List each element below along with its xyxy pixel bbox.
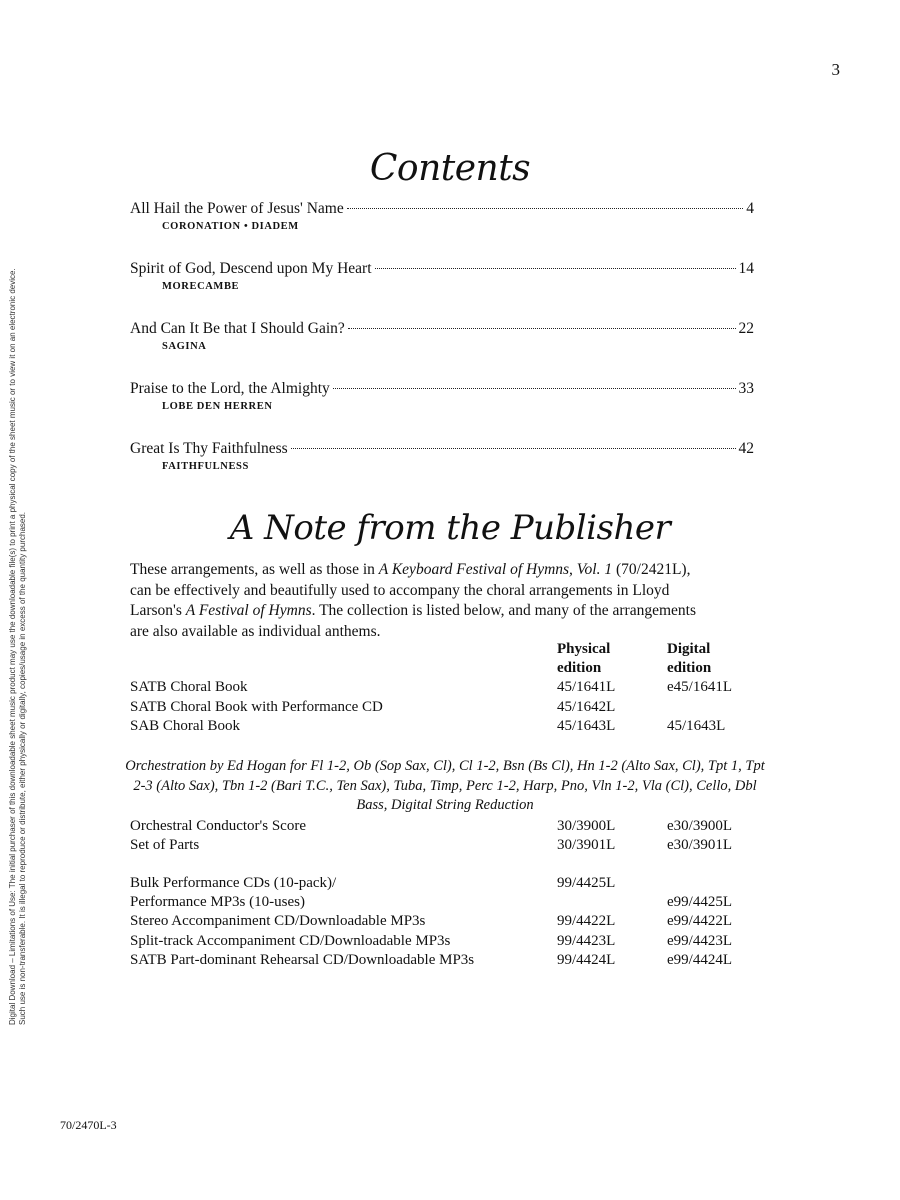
catalog-item: SATB Choral Book bbox=[130, 679, 248, 696]
catalog-item: SAB Choral Book bbox=[130, 717, 241, 734]
table-of-contents bbox=[130, 198, 754, 498]
catalog-orchestral-table bbox=[130, 817, 770, 855]
toc-leader-dots bbox=[333, 388, 736, 389]
toc-leader-dots bbox=[291, 448, 736, 449]
toc-tune-name: SAGINA bbox=[162, 341, 207, 352]
catalog-row bbox=[130, 932, 770, 951]
note-line-1: These arrangements, as well as those in A Keyboard Festival of Hymns, Vol. 1 (70/2421L), bbox=[130, 561, 691, 578]
catalog-row bbox=[130, 717, 770, 736]
column-header-row bbox=[130, 640, 770, 659]
physical-code: 99/4424L bbox=[557, 951, 616, 968]
catalog-row bbox=[130, 951, 770, 970]
toc-leader-dots bbox=[348, 328, 736, 329]
physical-edition-header: Physical bbox=[557, 641, 611, 657]
catalog-row bbox=[130, 874, 770, 893]
page-number: 3 bbox=[831, 60, 840, 79]
catalog-item: Split-track Accompaniment CD/Downloadable MP3s bbox=[130, 932, 451, 949]
catalog-row bbox=[130, 678, 770, 697]
digital-code: e45/1641L bbox=[667, 679, 732, 696]
toc-tune-name: LOBE DEN HERREN bbox=[162, 401, 273, 412]
toc-leader-dots bbox=[347, 208, 744, 209]
toc-page-number[interactable]: 42 bbox=[738, 440, 754, 457]
catalog-row bbox=[130, 893, 770, 912]
physical-code: 45/1641L bbox=[557, 679, 616, 696]
digital-code: e30/3901L bbox=[667, 837, 732, 854]
notice-line-1: Digital Download – Limitations of Use: The initial purchaser of this downloadable sheet music product may use the downloadable file(s) to print a physical copy of the sheet music or to view it on an electronic device. bbox=[8, 268, 17, 1025]
toc-entry[interactable] bbox=[130, 318, 754, 378]
catalog-row bbox=[130, 836, 770, 855]
toc-tune-name: FAITHFULNESS bbox=[162, 461, 249, 472]
note-line-2: can be effectively and beautifully used to accompany the choral arrangements in Lloyd bbox=[130, 581, 670, 599]
toc-entry[interactable] bbox=[130, 198, 754, 258]
catalog-item: SATB Part-dominant Rehearsal CD/Downloadable MP3s bbox=[130, 951, 475, 968]
digital-code: e30/3900L bbox=[667, 818, 732, 834]
toc-tune-name: CORONATION • DIADEM bbox=[162, 221, 299, 232]
catalog-item: Bulk Performance CDs (10-pack)/ bbox=[130, 875, 337, 891]
digital-code: e99/4422L bbox=[667, 913, 732, 930]
catalog-audio-table bbox=[130, 874, 770, 970]
toc-leader-dots bbox=[375, 268, 736, 269]
toc-title[interactable]: And Can It Be that I Should Gain? bbox=[130, 320, 345, 337]
digital-code: e99/4424L bbox=[667, 951, 732, 968]
physical-code: 99/4422L bbox=[557, 913, 616, 930]
toc-entry[interactable] bbox=[130, 438, 754, 498]
toc-page-number[interactable]: 33 bbox=[738, 380, 754, 397]
digital-download-notice bbox=[8, 205, 32, 1025]
catalog-item: Set of Parts bbox=[130, 837, 200, 854]
digital-code bbox=[667, 698, 767, 717]
physical-code: 30/3901L bbox=[557, 837, 616, 854]
notice-line-2: Such use is non-transferable. It is illegal to reproduce or distribute, either physically or digitally, copies/usage in excess of the quantity purchased. bbox=[18, 511, 27, 1025]
toc-title[interactable]: Praise to the Lord, the Almighty bbox=[130, 380, 330, 397]
toc-page-number[interactable]: 4 bbox=[746, 200, 754, 217]
catalog-choral-table bbox=[130, 640, 770, 736]
catalog-row bbox=[130, 912, 770, 931]
note-line-3: Larson's A Festival of Hymns. The collection is listed below, and many of the arrangements bbox=[130, 602, 696, 619]
digital-code: e99/4425L bbox=[667, 894, 732, 911]
catalog-row bbox=[130, 698, 770, 717]
toc-tune-name: MORECAMBE bbox=[162, 281, 240, 292]
physical-code: 45/1643L bbox=[557, 717, 616, 734]
physical-code bbox=[557, 893, 667, 912]
toc-entry[interactable] bbox=[130, 258, 754, 318]
physical-code: 99/4423L bbox=[557, 932, 616, 949]
catalog-item: Orchestral Conductor's Score bbox=[130, 818, 306, 834]
note-line-4: are also available as individual anthems. bbox=[130, 622, 381, 640]
catalog-item: SATB Choral Book with Performance CD bbox=[130, 698, 383, 715]
column-header-row: edition edition bbox=[557, 660, 712, 677]
catalog-row bbox=[130, 817, 770, 836]
physical-code: 99/4425L bbox=[557, 875, 616, 891]
digital-code: 45/1643L bbox=[667, 717, 726, 734]
toc-page-number[interactable]: 14 bbox=[738, 260, 754, 277]
catalog-item: Stereo Accompaniment CD/Downloadable MP3s bbox=[130, 913, 426, 930]
keyboard-festival-title: A Keyboard Festival of Hymns, Vol. 1 bbox=[378, 561, 613, 578]
toc-title[interactable]: Spirit of God, Descend upon My Heart bbox=[130, 260, 372, 277]
catalog-item: Performance MP3s (10-uses) bbox=[130, 894, 305, 911]
physical-code: 45/1642L bbox=[557, 698, 616, 715]
toc-page-number[interactable]: 22 bbox=[738, 320, 754, 337]
contents-heading: Contents bbox=[369, 148, 531, 189]
toc-entry[interactable] bbox=[130, 378, 754, 438]
toc-title[interactable]: All Hail the Power of Jesus' Name bbox=[130, 200, 344, 217]
orchestration-note: Orchestration by Ed Hogan for Fl 1-2, Ob (Sop Sax, Cl), Cl 1-2, Bsn (Bs Cl), Hn 1-2 (Alto Sax, Cl), Tpt 1, Tpt 2-3 (Alto Sax), Tbn 1-2 (Bari T.C., Ten Sax), Tuba, Timp, Perc 1-2, Harp, Pno, Vln 1-2, Vla (Cl), Cello, Dbl Bass, Digital String Reduction bbox=[125, 758, 765, 813]
catalog-number-footer: 70/2470L-3 bbox=[60, 1118, 117, 1132]
digital-code: e99/4423L bbox=[667, 932, 732, 949]
toc-title[interactable]: Great Is Thy Faithfulness bbox=[130, 440, 288, 457]
publisher-note-heading: A Note from the Publisher bbox=[229, 508, 671, 548]
publisher-note-text bbox=[130, 560, 755, 642]
festival-of-hymns-title: A Festival of Hymns bbox=[185, 602, 312, 619]
physical-code: 30/3900L bbox=[557, 818, 616, 834]
digital-code bbox=[667, 874, 767, 893]
digital-edition-header: Digital bbox=[667, 641, 711, 657]
